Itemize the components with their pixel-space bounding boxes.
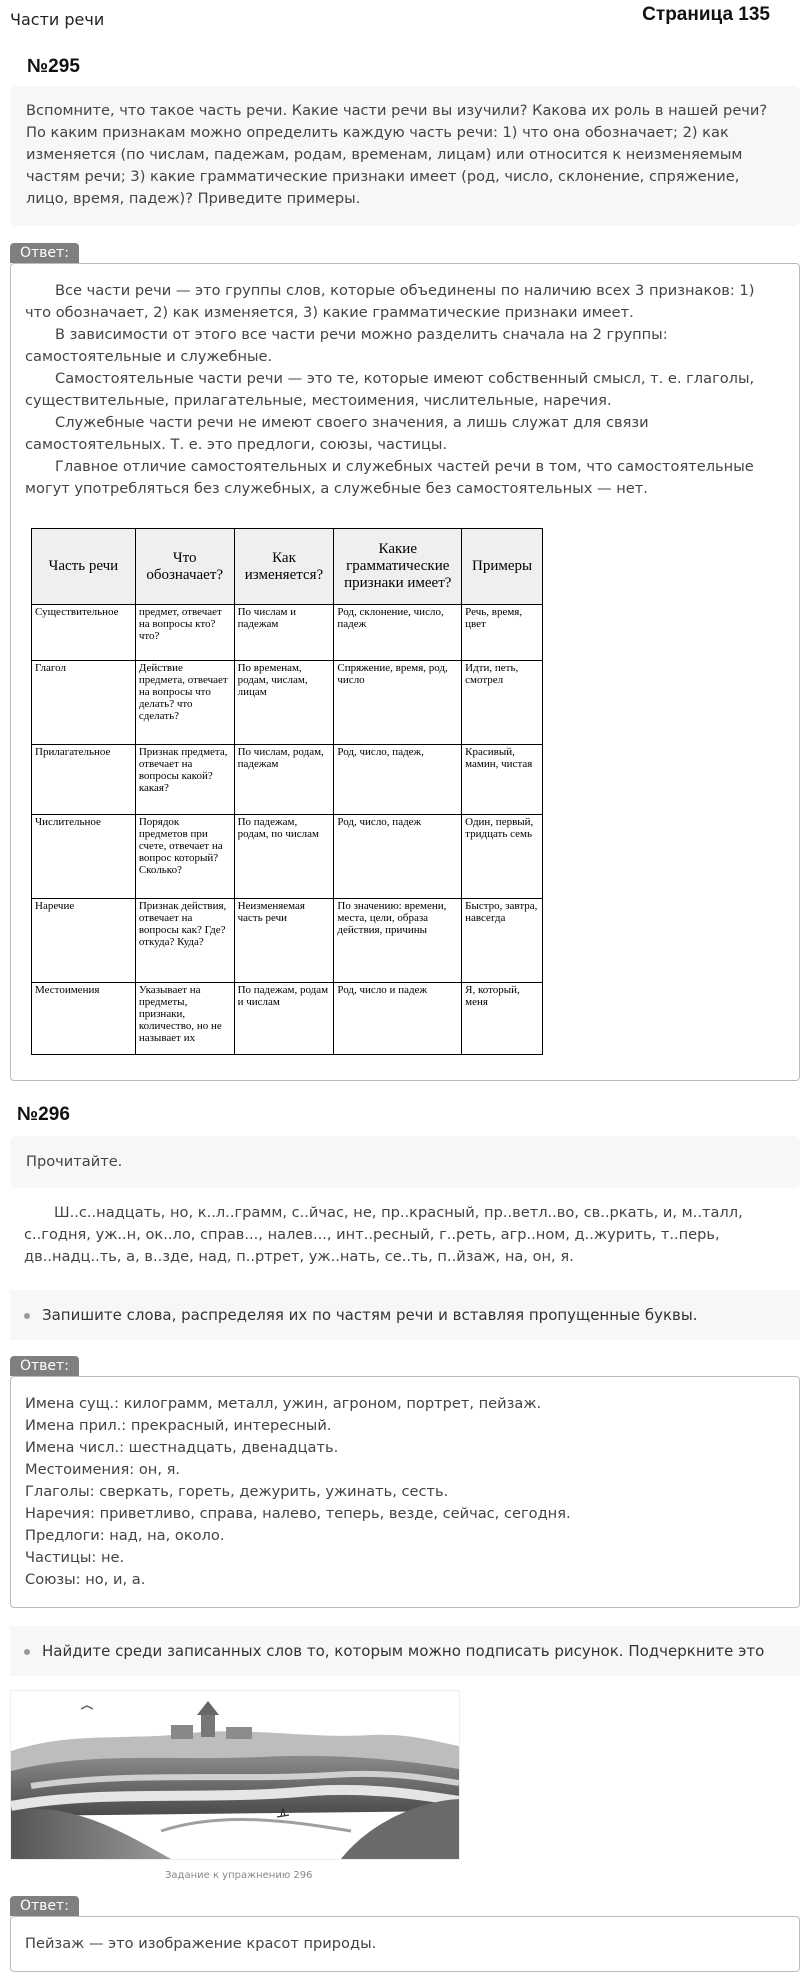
table-cell: Действие предмета, отвечает на вопросы что делать? что сделать?	[135, 661, 234, 745]
image-caption: Задание к упражнению 296	[165, 1870, 313, 1881]
bullet-icon	[24, 1313, 30, 1319]
table-cell: Идти, петь, смотрел	[462, 661, 543, 745]
table-header-cell: Примеры	[462, 529, 543, 605]
table-cell: Неизменяемая часть речи	[234, 899, 334, 983]
answer-line: Частицы: не.	[25, 1549, 125, 1566]
table-cell: По значению: времени, места, цели, образа действия, причины	[334, 899, 462, 983]
table-header-cell: Как изменяется?	[234, 529, 334, 605]
table-row	[32, 745, 543, 815]
answer-line: Имена прил.: прекрасный, интересный.	[25, 1417, 332, 1434]
table-row	[32, 661, 543, 745]
answer-paragraph: Самостоятельные части речи — это те, которые имеют собственный смысл, т. е. глаголы, существительные, прилагательные, местоимения, числительные, наречия.	[25, 370, 755, 409]
table-cell: Род, склонение, число, падеж	[334, 605, 462, 661]
table-cell: Признак действия, отвечает на вопросы как? Где? откуда? Куда?	[135, 899, 234, 983]
table-cell: Речь, время, цвет	[462, 605, 543, 661]
bullet-icon	[24, 1649, 30, 1655]
task-295-number: №295	[27, 56, 80, 77]
task-296-question: Прочитайте.	[10, 1136, 800, 1188]
landscape-drawing	[11, 1691, 459, 1859]
answer-box-296-picture	[10, 1916, 800, 1972]
table-row	[32, 983, 543, 1055]
answer-paragraph: Главное отличие самостоятельных и служебных частей речи в том, что самостоятельные могут употребляться без служебных, а служебные без самостоятельных — нет.	[25, 458, 754, 497]
answer-paragraph: Все части речи — это группы слов, которые объединены по наличию всех 3 признаков: 1) что обозначает, 2) как изменяется, 3) какие грамматические признаки имеет.	[25, 282, 755, 321]
answer-line: Предлоги: над, на, около.	[25, 1527, 225, 1544]
table-header-cell: Что обозначает?	[135, 529, 234, 605]
table-cell: Род, число, падеж,	[334, 745, 462, 815]
answer-list-296	[25, 1393, 785, 1591]
table-cell: Один, первый, тридцать семь	[462, 815, 543, 899]
answer-line: Местоимения: он, я.	[25, 1461, 181, 1478]
table-cell: Наречие	[32, 899, 136, 983]
table-header-cell: Какие грамматические признаки имеет?	[334, 529, 462, 605]
table-cell: Глагол	[32, 661, 136, 745]
table-header-row	[32, 529, 543, 605]
table-cell: Спряжение, время, род, число	[334, 661, 462, 745]
table-cell: По числам и падежам	[234, 605, 334, 661]
table-cell: Признак предмета, отвечает на вопросы какой? какая?	[135, 745, 234, 815]
table-cell: Род, число и падеж	[334, 983, 462, 1055]
table-row	[32, 815, 543, 899]
landscape-illustration	[10, 1690, 460, 1860]
answer-box-296	[10, 1376, 800, 1608]
table-cell: Я, который, меня	[462, 983, 543, 1055]
table-row	[32, 605, 543, 661]
answer-line: Наречия: приветливо, справа, налево, теперь, везде, сейчас, сегодня.	[25, 1505, 571, 1522]
answer-text-296-picture: Пейзаж — это изображение красот природы.	[25, 1935, 377, 1952]
answer-label-296: Ответ:	[10, 1356, 79, 1376]
table-cell: По падежам, родам, по числам	[234, 815, 334, 899]
table-cell: По числам, родам, падежам	[234, 745, 334, 815]
table-cell: Быстро, завтра, навсегда	[462, 899, 543, 983]
table-cell: По падежам, родам и числам	[234, 983, 334, 1055]
table-cell: Указывает на предметы, признаки, количество, но не называет их	[135, 983, 234, 1055]
answer-paragraph: Служебные части речи не имеют своего значения, а лишь служат для связи самостоятельных. Т. е. это предлоги, союзы, частицы.	[25, 414, 649, 453]
task-295-question: Вспомните, что такое часть речи. Какие части речи вы изучили? Какова их роль в нашей речи? По каким признакам можно определить каждую часть речи: 1) что она обозначает; 2) как изменяется (по числам, падежам, родам, временам, лицам) или относится к неизменяемым частям речи; 3) какие грамматические признаки имеет (род, число, склонение, спряжение, лицо, время, падеж)? Приведите примеры.	[10, 86, 800, 226]
table-cell: Порядок предметов при счете, отвечает на вопрос который? Сколько?	[135, 815, 234, 899]
answer-line: Глаголы: сверкать, гореть, дежурить, ужинать, сесть.	[25, 1483, 449, 1500]
table-header-cell: Часть речи	[32, 529, 136, 605]
table-cell: По временам, родам, числам, лицам	[234, 661, 334, 745]
table-cell: предмет, отвечает на вопросы кто? что?	[135, 605, 234, 661]
table-cell: Существительное	[32, 605, 136, 661]
task-296-text: Ш..с..надцать, но, к..л..грамм, с..йчас, не, пр..красный, пр..ветл..во, св..ркать, и, м..талл, с..годня, уж..н, ок..ло, справ..., налев..., инт..ресный, г..реть, агр..ном, д..журить, т..перь, дв..надц..ть, а, в..зде, над, п..ртрет, уж..нать, се..ть, п..йзаж, на, он, я.	[24, 1204, 743, 1265]
answer-line: Союзы: но, и, а.	[25, 1571, 146, 1588]
table-cell: Местоимения	[32, 983, 136, 1055]
section-title: Части речи	[10, 10, 105, 29]
page-number: Страница 135	[642, 4, 770, 25]
answer-line: Имена сущ.: килограмм, металл, ужин, агроном, портрет, пейзаж.	[25, 1395, 542, 1412]
table-cell: Числительное	[32, 815, 136, 899]
table-row	[32, 899, 543, 983]
task-296-instruction-1: Запишите слова, распределяя их по частям речи и вставляя пропущенные буквы.	[10, 1290, 800, 1340]
task-296-number: №296	[17, 1104, 70, 1125]
table-cell: Красивый, мамин, чистая	[462, 745, 543, 815]
task-296-instruction-2: Найдите среди записанных слов то, которым можно подписать рисунок. Подчеркните это	[10, 1626, 800, 1676]
answer-label-295: Ответ:	[10, 243, 79, 263]
answer-paragraphs-295	[25, 280, 785, 500]
table-cell: Прилагательное	[32, 745, 136, 815]
answer-label-296-picture: Ответ:	[10, 1896, 79, 1916]
answer-line: Имена числ.: шестнадцать, двенадцать.	[25, 1439, 339, 1456]
table-cell: Род, число, падеж	[334, 815, 462, 899]
parts-of-speech-table	[31, 528, 543, 1055]
answer-box-295	[10, 263, 800, 1081]
answer-paragraph: В зависимости от этого все части речи можно разделить сначала на 2 группы: самостоятельные и служебные.	[25, 326, 668, 365]
